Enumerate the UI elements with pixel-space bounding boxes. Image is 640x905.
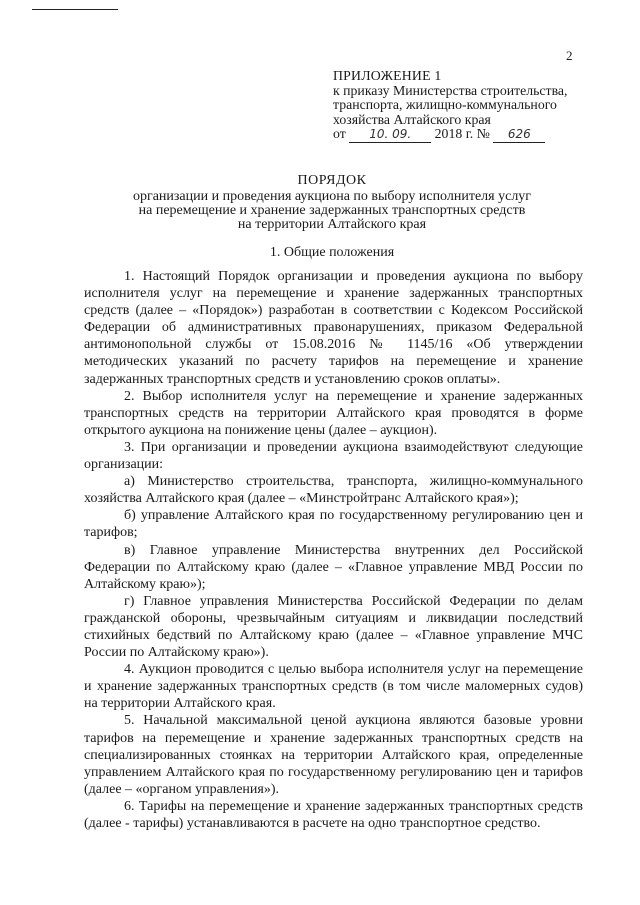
date-prefix: от [333, 126, 346, 141]
paragraph: в) Главное управление Министерства внутренних дел Российской Федерации по Алтайскому краю (далее – «Главное управление МВД России по Алтайскому краю»); [84, 542, 583, 592]
year-text: 2018 г. № [434, 126, 490, 141]
paragraph: 2. Выбор исполнителя услуг на перемещение и хранение задержанных транспортных средств на территории Алтайского края проводятся в форме открытого аукциона на понижение цены (далее – аукцион). [84, 388, 583, 438]
document-body [84, 268, 583, 832]
annex-date-line [333, 127, 588, 143]
header-rule [32, 9, 118, 10]
paragraph: 4. Аукцион проводится с целью выбора исполнителя услуг на перемещение и хранение задержанных транспортных средств (в том числе маломерных судов) на территории Алтайского края. [84, 662, 583, 712]
paragraph: а) Министерство строительства, транспорта, жилищно-коммунального хозяйства Алтайского края (далее – «Минстройтранс Алтайского края»); [84, 474, 583, 507]
annex-line: транспорта, жилищно-коммунального [333, 97, 557, 112]
title-line: организации и проведения аукциона по выбору исполнителя услуг [132, 189, 532, 204]
handwritten-number: 626 [493, 127, 545, 143]
title-line: на перемещение и хранение задержанных транспортных средств [138, 203, 526, 218]
paragraph: 3. При организации и проведении аукциона взаимодействуют следующие организации: [84, 439, 583, 473]
document-title [96, 174, 568, 232]
annex-line: к приказу Министерства строительства, [333, 82, 568, 98]
paragraph: г) Главное управления Министерства Российской Федерации по делам гражданской обороны, чрезвычайным ситуациям и ликвидации последствий стихийных бедствий по Алтайскому краю (далее – «Главное управление МЧС России по Алтайскому краю»). [84, 593, 583, 661]
page-number: 2 [566, 48, 573, 63]
annex-block [333, 69, 588, 143]
handwritten-date: 10. 09. [349, 127, 431, 143]
paragraph: 1. Настоящий Порядок организации и проведения аукциона по выбору исполнителя услуг на перемещение и хранение задержанных транспортных средств (далее – «Порядок») разработан в соответствии с Кодексом Российской Федерации об административных правонарушениях, приказом Федеральной антимонопольной службы от 15.08.2016 № 1145/16 «Об утверждении методических указаний по расчету тарифов на перемещение и хранение задержанных транспортных средств и установлению сроков оплаты». [84, 269, 583, 387]
paragraph: 5. Начальной максимальной ценой аукциона являются базовые уровни тарифов на перемещение и хранение задержанных транспортных средств на специализированных стоянках на территории Алтайского края, определенные управлением Алтайского края по государственному регулированию цен и тарифов (далее – «органом управления»). [84, 713, 583, 797]
paragraph: б) управление Алтайского края по государственному регулированию цен и тарифов; [84, 508, 583, 541]
annex-title: ПРИЛОЖЕНИЕ 1 [333, 68, 442, 83]
section-heading: 1. Общие положения [269, 245, 395, 260]
paragraph: 6. Тарифы на перемещение и хранение задержанных транспортных средств (далее - тарифы) устанавливаются в расчете на одно транспортное средство. [84, 798, 583, 831]
title-main: ПОРЯДОК [297, 173, 367, 188]
annex-line: хозяйства Алтайского края [333, 111, 491, 127]
title-line: на территории Алтайского края [237, 217, 427, 232]
